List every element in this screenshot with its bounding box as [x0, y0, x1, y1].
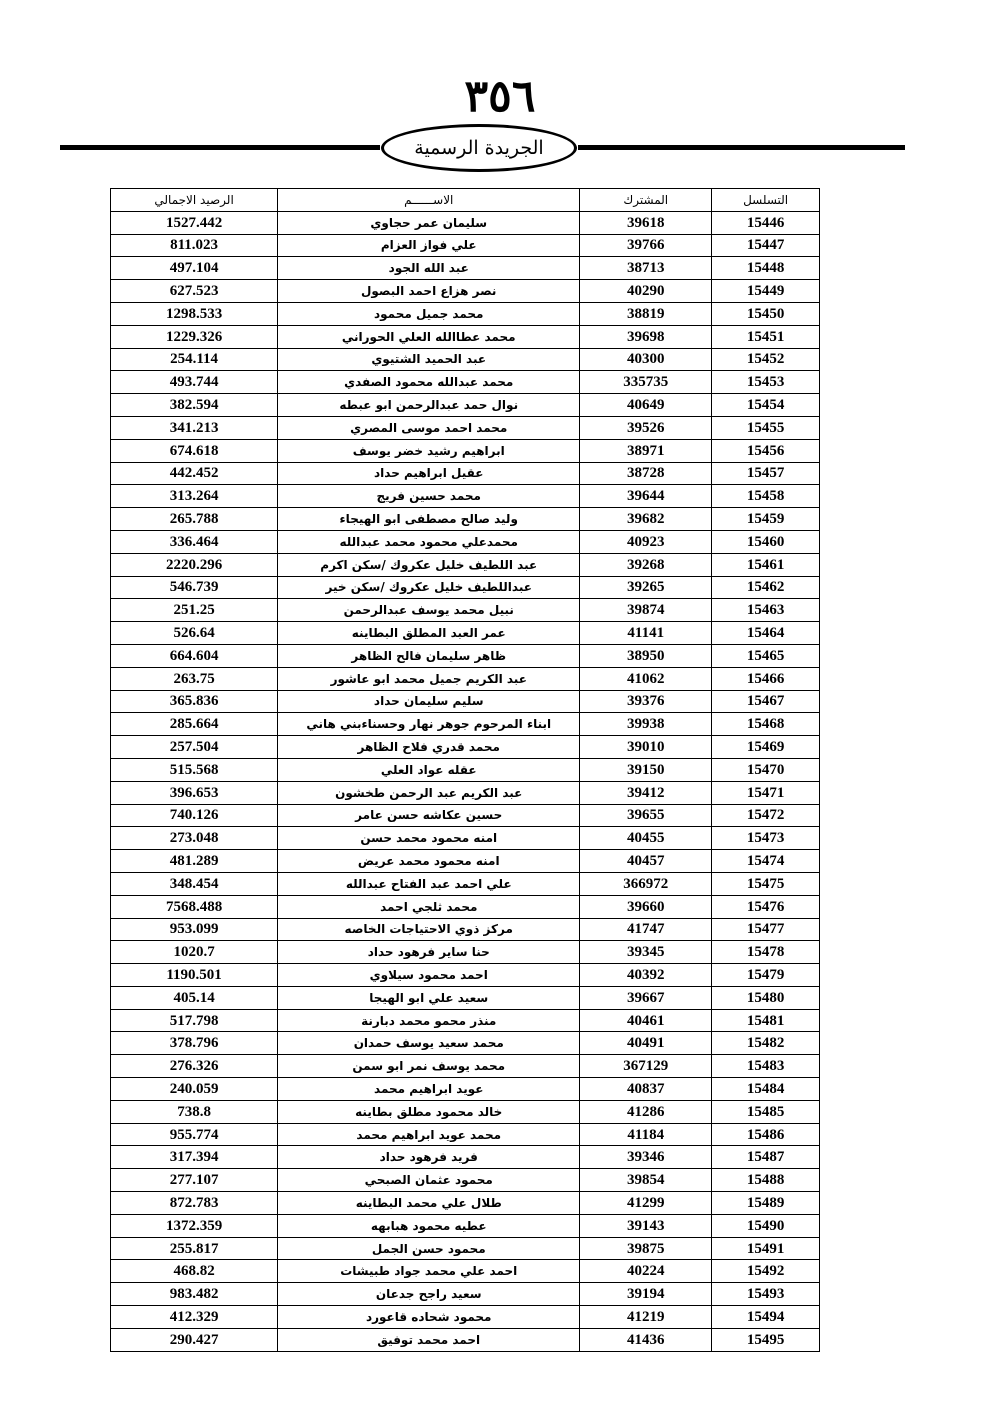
subscriber-cell: 39875 [580, 1237, 712, 1260]
subscriber-cell: 39376 [580, 690, 712, 713]
sequence-cell: 15457 [712, 462, 820, 485]
sequence-cell: 15491 [712, 1237, 820, 1260]
subscriber-cell: 335735 [580, 371, 712, 394]
table-row [111, 439, 820, 462]
subscriber-cell: 39655 [580, 804, 712, 827]
balance-cell: 526.64 [111, 622, 278, 645]
table-row [111, 1100, 820, 1123]
sequence-cell: 15446 [712, 211, 820, 234]
gazette-title: الجريدة الرسمية [414, 137, 544, 159]
page-number: ٣٥٦ [464, 71, 536, 122]
balance-cell: 336.464 [111, 530, 278, 553]
name-cell: عبد الحميد الشتيوي [278, 348, 580, 371]
subscriber-cell: 40300 [580, 348, 712, 371]
balance-cell: 265.788 [111, 508, 278, 531]
name-cell: سعيد راجح جدعان [278, 1283, 580, 1306]
subscriber-cell: 39618 [580, 211, 712, 234]
sequence-cell: 15482 [712, 1032, 820, 1055]
balance-cell: 627.523 [111, 280, 278, 303]
sequence-cell: 15479 [712, 964, 820, 987]
table-row [111, 1328, 820, 1351]
name-cell: محمود شحاده قاعورد [278, 1306, 580, 1329]
name-cell: عبد الكريم عبد الرحمن طخشون [278, 781, 580, 804]
name-cell: وليد صالح مصطفى ابو الهيجاء [278, 508, 580, 531]
sequence-cell: 15468 [712, 713, 820, 736]
header-rule-right [578, 145, 905, 150]
name-cell: محمد سعيد يوسف حمدان [278, 1032, 580, 1055]
name-cell: مركز ذوي الاحتياجات الخاصه [278, 918, 580, 941]
name-cell: عبد اللطيف خليل عكروك /سكن اكرم [278, 553, 580, 576]
sequence-cell: 15495 [712, 1328, 820, 1351]
sequence-cell: 15486 [712, 1123, 820, 1146]
name-cell: محمد عويد ابراهيم محمد [278, 1123, 580, 1146]
balance-cell: 983.482 [111, 1283, 278, 1306]
name-cell: ابراهيم رشيد خضر يوسف [278, 439, 580, 462]
table-row [111, 1169, 820, 1192]
header-rule-left [60, 145, 380, 150]
sequence-cell: 15464 [712, 622, 820, 645]
table-row [111, 599, 820, 622]
table-row [111, 302, 820, 325]
name-cell: طلال علي محمد البطاينه [278, 1192, 580, 1215]
table-row [111, 850, 820, 873]
sequence-cell: 15466 [712, 667, 820, 690]
table-row [111, 1009, 820, 1032]
balance-cell: 277.107 [111, 1169, 278, 1192]
balance-cell: 254.114 [111, 348, 278, 371]
sequence-cell: 15465 [712, 644, 820, 667]
balance-cell: 317.394 [111, 1146, 278, 1169]
subscriber-cell: 366972 [580, 872, 712, 895]
name-cell: محمد حسين فريج [278, 485, 580, 508]
name-cell: محمد ثلجي احمد [278, 895, 580, 918]
name-cell: احمد محمود سيلاوي [278, 964, 580, 987]
table-row [111, 895, 820, 918]
subscriber-cell: 38713 [580, 257, 712, 280]
table-row [111, 918, 820, 941]
subscriber-cell: 39938 [580, 713, 712, 736]
subscriber-cell: 40290 [580, 280, 712, 303]
table-row [111, 713, 820, 736]
sequence-cell: 15490 [712, 1214, 820, 1237]
balance-cell: 1527.442 [111, 211, 278, 234]
name-cell: محمد احمد موسى المصري [278, 416, 580, 439]
balance-cell: 515.568 [111, 758, 278, 781]
table-row [111, 1123, 820, 1146]
balance-cell: 7568.488 [111, 895, 278, 918]
table-row [111, 941, 820, 964]
balance-cell: 481.289 [111, 850, 278, 873]
name-cell: نصر هزاع احمد البصول [278, 280, 580, 303]
sequence-cell: 15474 [712, 850, 820, 873]
subscriber-cell: 41062 [580, 667, 712, 690]
balance-cell: 412.329 [111, 1306, 278, 1329]
balance-cell: 955.774 [111, 1123, 278, 1146]
balance-cell: 251.25 [111, 599, 278, 622]
table-row [111, 622, 820, 645]
column-header-sequence: التسلسل [712, 189, 820, 212]
sequence-cell: 15473 [712, 827, 820, 850]
name-cell: محمدعلي محمود محمد عبدالله [278, 530, 580, 553]
sequence-cell: 15492 [712, 1260, 820, 1283]
balance-cell: 255.817 [111, 1237, 278, 1260]
sequence-cell: 15453 [712, 371, 820, 394]
balance-cell: 382.594 [111, 394, 278, 417]
table-row [111, 690, 820, 713]
subscriber-cell: 41184 [580, 1123, 712, 1146]
sequence-cell: 15448 [712, 257, 820, 280]
sequence-cell: 15481 [712, 1009, 820, 1032]
balance-cell: 1020.7 [111, 941, 278, 964]
table-row [111, 553, 820, 576]
sequence-cell: 15447 [712, 234, 820, 257]
sequence-cell: 15455 [712, 416, 820, 439]
sequence-cell: 15472 [712, 804, 820, 827]
subscriber-cell: 39346 [580, 1146, 712, 1169]
subscriber-cell: 41286 [580, 1100, 712, 1123]
balance-cell: 313.264 [111, 485, 278, 508]
sequence-cell: 15461 [712, 553, 820, 576]
name-cell: منذر محمو محمد دبارنة [278, 1009, 580, 1032]
balance-cell: 468.82 [111, 1260, 278, 1283]
table-row [111, 280, 820, 303]
balance-cell: 348.454 [111, 872, 278, 895]
sequence-cell: 15480 [712, 986, 820, 1009]
column-header-name: الاســــــم [278, 189, 580, 212]
table-row [111, 986, 820, 1009]
name-cell: حسين عكاشه حسن عامر [278, 804, 580, 827]
sequence-cell: 15454 [712, 394, 820, 417]
balance-cell: 1229.326 [111, 325, 278, 348]
name-cell: محمد عبدالله محمود الصفدي [278, 371, 580, 394]
table-row [111, 1192, 820, 1215]
table-row [111, 872, 820, 895]
sequence-cell: 15452 [712, 348, 820, 371]
table-row [111, 667, 820, 690]
sequence-cell: 15456 [712, 439, 820, 462]
table-row [111, 416, 820, 439]
subscriber-cell: 39010 [580, 736, 712, 759]
balance-cell: 664.604 [111, 644, 278, 667]
name-cell: ظاهر سليمان فالح الظاهر [278, 644, 580, 667]
balance-cell: 378.796 [111, 1032, 278, 1055]
subscriber-cell: 39874 [580, 599, 712, 622]
name-cell: عبد الكريم جميل محمد ابو عاشور [278, 667, 580, 690]
subscriber-cell: 40392 [580, 964, 712, 987]
balance-cell: 405.14 [111, 986, 278, 1009]
table-row [111, 758, 820, 781]
table-row [111, 1306, 820, 1329]
sequence-cell: 15487 [712, 1146, 820, 1169]
balance-cell: 2220.296 [111, 553, 278, 576]
subscriber-cell: 39667 [580, 986, 712, 1009]
table-row [111, 1214, 820, 1237]
name-cell: فريد فرهود حداد [278, 1146, 580, 1169]
balance-cell: 365.836 [111, 690, 278, 713]
balance-cell: 273.048 [111, 827, 278, 850]
name-cell: عطيه محمود هبابهه [278, 1214, 580, 1237]
table-header-row [111, 189, 820, 212]
subscriber-cell: 39682 [580, 508, 712, 531]
subscriber-cell: 39194 [580, 1283, 712, 1306]
subscriber-cell: 40461 [580, 1009, 712, 1032]
name-cell: سليم سليمان حداد [278, 690, 580, 713]
name-cell: حنا ساير فرهود حداد [278, 941, 580, 964]
table-row [111, 257, 820, 280]
subscriber-cell: 40837 [580, 1078, 712, 1101]
name-cell: نبيل محمد يوسف عبدالرحمن [278, 599, 580, 622]
sequence-cell: 15470 [712, 758, 820, 781]
subscriber-cell: 367129 [580, 1055, 712, 1078]
sequence-cell: 15450 [712, 302, 820, 325]
subscriber-cell: 39660 [580, 895, 712, 918]
sequence-cell: 15463 [712, 599, 820, 622]
name-cell: نوال حمد عبدالرحمن ابو عبطه [278, 394, 580, 417]
table-row [111, 325, 820, 348]
balance-cell: 442.452 [111, 462, 278, 485]
table-row [111, 1078, 820, 1101]
subscriber-cell: 41219 [580, 1306, 712, 1329]
name-cell: امنه محمود محمد عريض [278, 850, 580, 873]
sequence-cell: 15462 [712, 576, 820, 599]
balance-cell: 396.653 [111, 781, 278, 804]
name-cell: عبداللطيف خليل عكروك /سكن خير [278, 576, 580, 599]
subscriber-cell: 39854 [580, 1169, 712, 1192]
sequence-cell: 15494 [712, 1306, 820, 1329]
subscriber-cell: 40649 [580, 394, 712, 417]
sequence-cell: 15460 [712, 530, 820, 553]
table-row [111, 394, 820, 417]
subscriber-cell: 38971 [580, 439, 712, 462]
table-row [111, 576, 820, 599]
subscriber-cell: 41299 [580, 1192, 712, 1215]
subscriber-cell: 38728 [580, 462, 712, 485]
name-cell: محمد عطاالله العلي الحوراني [278, 325, 580, 348]
sequence-cell: 15475 [712, 872, 820, 895]
sequence-cell: 15485 [712, 1100, 820, 1123]
sequence-cell: 15458 [712, 485, 820, 508]
subscriber-cell: 40455 [580, 827, 712, 850]
table-row [111, 827, 820, 850]
name-cell: محمود عثمان الصبحي [278, 1169, 580, 1192]
sequence-cell: 15477 [712, 918, 820, 941]
table-row [111, 485, 820, 508]
balance-cell: 257.504 [111, 736, 278, 759]
balance-cell: 276.326 [111, 1055, 278, 1078]
sequence-cell: 15493 [712, 1283, 820, 1306]
subscriber-cell: 38819 [580, 302, 712, 325]
name-cell: ابناء المرحوم جوهر نهار وحسناءبني هاني [278, 713, 580, 736]
sequence-cell: 15467 [712, 690, 820, 713]
table-row [111, 1146, 820, 1169]
table-row [111, 1055, 820, 1078]
table-row [111, 964, 820, 987]
table-row [111, 462, 820, 485]
subscriber-cell: 39345 [580, 941, 712, 964]
sequence-cell: 15478 [712, 941, 820, 964]
sequence-cell: 15469 [712, 736, 820, 759]
table-row [111, 1032, 820, 1055]
subscriber-cell: 39412 [580, 781, 712, 804]
balance-cell: 285.664 [111, 713, 278, 736]
table-row [111, 1283, 820, 1306]
subscriber-cell: 38950 [580, 644, 712, 667]
balance-cell: 263.75 [111, 667, 278, 690]
table-row [111, 371, 820, 394]
name-cell: محمود حسن الجمل [278, 1237, 580, 1260]
balance-cell: 872.783 [111, 1192, 278, 1215]
subscriber-cell: 40923 [580, 530, 712, 553]
name-cell: خالد محمود مطلق بطاينه [278, 1100, 580, 1123]
name-cell: محمد يوسف نمر ابو سمن [278, 1055, 580, 1078]
balance-cell: 738.8 [111, 1100, 278, 1123]
balance-cell: 290.427 [111, 1328, 278, 1351]
table-row [111, 804, 820, 827]
balance-cell: 546.739 [111, 576, 278, 599]
sequence-cell: 15471 [712, 781, 820, 804]
subscriber-cell: 39265 [580, 576, 712, 599]
table-row [111, 234, 820, 257]
subscriber-balance-table [110, 188, 820, 1352]
sequence-cell: 15484 [712, 1078, 820, 1101]
subscriber-cell: 39268 [580, 553, 712, 576]
name-cell: علي فواز العزام [278, 234, 580, 257]
subscriber-cell: 39644 [580, 485, 712, 508]
sequence-cell: 15449 [712, 280, 820, 303]
subscriber-cell: 41141 [580, 622, 712, 645]
subscriber-cell: 39698 [580, 325, 712, 348]
balance-cell: 811.023 [111, 234, 278, 257]
name-cell: عويد ابراهيم محمد [278, 1078, 580, 1101]
name-cell: محمد قدري فلاح الظاهر [278, 736, 580, 759]
subscriber-cell: 39766 [580, 234, 712, 257]
subscriber-cell: 40491 [580, 1032, 712, 1055]
name-cell: احمد محمد توفيق [278, 1328, 580, 1351]
subscriber-cell: 40224 [580, 1260, 712, 1283]
balance-cell: 497.104 [111, 257, 278, 280]
balance-cell: 740.126 [111, 804, 278, 827]
name-cell: علي احمد عبد الفتاح عبدالله [278, 872, 580, 895]
balance-cell: 1298.533 [111, 302, 278, 325]
table-row [111, 1260, 820, 1283]
name-cell: عبد الله الجود [278, 257, 580, 280]
subscriber-cell: 39143 [580, 1214, 712, 1237]
balance-cell: 493.744 [111, 371, 278, 394]
balance-cell: 240.059 [111, 1078, 278, 1101]
name-cell: احمد علي محمد جواد طبيشات [278, 1260, 580, 1283]
sequence-cell: 15451 [712, 325, 820, 348]
name-cell: عقيل ابراهيم حداد [278, 462, 580, 485]
balance-cell: 341.213 [111, 416, 278, 439]
table-row [111, 644, 820, 667]
balance-cell: 953.099 [111, 918, 278, 941]
gazette-title-oval [381, 124, 577, 172]
subscriber-cell: 39150 [580, 758, 712, 781]
sequence-cell: 15489 [712, 1192, 820, 1215]
table-row [111, 348, 820, 371]
table-row [111, 530, 820, 553]
subscriber-cell: 41436 [580, 1328, 712, 1351]
subscriber-cell: 40457 [580, 850, 712, 873]
table-row [111, 211, 820, 234]
table-row [111, 736, 820, 759]
balance-cell: 1372.359 [111, 1214, 278, 1237]
name-cell: عقله عواد العلي [278, 758, 580, 781]
sequence-cell: 15483 [712, 1055, 820, 1078]
name-cell: عمر العبد المطلق البطاينه [278, 622, 580, 645]
table-row [111, 1237, 820, 1260]
table-row [111, 781, 820, 804]
subscriber-cell: 41747 [580, 918, 712, 941]
name-cell: محمد جميل محمود [278, 302, 580, 325]
balance-cell: 674.618 [111, 439, 278, 462]
sequence-cell: 15488 [712, 1169, 820, 1192]
name-cell: امنه محمود محمد حسن [278, 827, 580, 850]
balance-cell: 1190.501 [111, 964, 278, 987]
column-header-subscriber: المشترك [580, 189, 712, 212]
name-cell: سعيد علي ابو الهيجا [278, 986, 580, 1009]
subscriber-cell: 39526 [580, 416, 712, 439]
column-header-balance: الرصيد الاجمالي [111, 189, 278, 212]
sequence-cell: 15476 [712, 895, 820, 918]
sequence-cell: 15459 [712, 508, 820, 531]
balance-cell: 517.798 [111, 1009, 278, 1032]
table-row [111, 508, 820, 531]
name-cell: سليمان عمر حجاوي [278, 211, 580, 234]
